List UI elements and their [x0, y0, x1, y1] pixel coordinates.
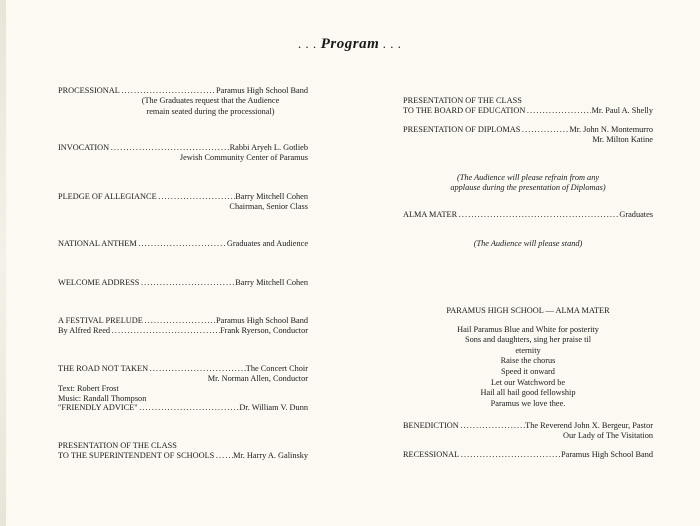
- diplomas-performer: Mr. John N. Montemurro: [569, 125, 653, 134]
- song-line: Hail all hail good fellowship: [480, 388, 576, 398]
- song-line: Sons and daughters, sing her praise til: [464, 335, 592, 345]
- invocation-performer: Rabbi Aryeh L. Gotlieb: [229, 143, 308, 152]
- invocation-label: INVOCATION . . .: [58, 143, 230, 153]
- board-performer: Mr. Paul A. Shelly: [591, 106, 653, 116]
- benediction-performer: The Reverend John X. Bergeur, Pastor: [525, 421, 653, 430]
- diplomas-label: PRESENTATION OF DIPLOMAS . . .: [403, 125, 569, 135]
- anthem-performer: Graduates and Audience: [226, 239, 308, 248]
- road-text-credit: Text: Robert Frost: [58, 383, 119, 393]
- advice-label: "FRIENDLY ADVICE" . . .: [58, 403, 239, 413]
- recessional-label: RECESSIONAL . . .: [403, 450, 561, 460]
- alma-item: [403, 210, 653, 220]
- pledge-label: PLEDGE OF ALLEGIANCE . . .: [58, 192, 235, 202]
- processional-note-2: remain seated during the processional): [146, 106, 275, 116]
- processional-item: [58, 86, 308, 117]
- alma-label: ALMA MATER . . .: [403, 210, 619, 220]
- diplomas-item: [403, 125, 653, 146]
- superintendent-item: [58, 441, 308, 462]
- welcome-label: WELCOME ADDRESS . . .: [58, 278, 235, 288]
- program-right-column: [403, 96, 653, 466]
- superintendent-performer: Mr. Harry A. Galinsky: [233, 451, 308, 461]
- pledge-performer: Barry Mitchell Cohen: [235, 192, 308, 201]
- board-line-1: PRESENTATION OF THE CLASS: [403, 96, 522, 105]
- alma-performer: Graduates: [619, 210, 653, 219]
- superintendent-line-1: PRESENTATION OF THE CLASS: [58, 441, 177, 450]
- prelude-performer: Paramus High School Band: [216, 316, 308, 325]
- advice-item: [58, 403, 308, 413]
- board-item: [403, 96, 653, 117]
- program-left-column: [58, 86, 308, 466]
- advice-performer: Dr. William V. Dunn: [239, 403, 308, 412]
- stand-note: (The Audience will please stand): [473, 239, 583, 248]
- song-line: Speed it onward: [501, 366, 555, 376]
- recessional-performer: Paramus High School Band: [561, 450, 653, 459]
- board-label: TO THE BOARD OF EDUCATION . . .: [403, 106, 591, 116]
- invocation-sub: Jewish Community Center of Paramus: [179, 153, 308, 163]
- prelude-conductor: Frank Ryerson, Conductor: [220, 326, 308, 336]
- applause-note-1: (The Audience will please refrain from any: [456, 173, 600, 182]
- prelude-composer: By Alfred Reed . . .: [58, 326, 220, 336]
- invocation-item: [58, 143, 308, 164]
- alma-mater-lyrics: [403, 306, 653, 409]
- road-music-credit: Music: Randall Thompson: [58, 394, 147, 404]
- processional-label: PROCESSIONAL . . .: [58, 86, 216, 96]
- processional-note-1: (The Graduates request that the Audience: [141, 96, 280, 106]
- welcome-item: [58, 278, 308, 288]
- superintendent-label: TO THE SUPERINTENDENT OF SCHOOLS . . .: [58, 451, 233, 461]
- song-line: eternity: [515, 345, 541, 355]
- recessional-item: [403, 450, 653, 460]
- benediction-item: [403, 421, 653, 442]
- applause-note: [403, 173, 653, 194]
- processional-performer: Paramus High School Band: [216, 86, 308, 95]
- prelude-item: [58, 316, 308, 337]
- applause-note-2: applause during the presentation of Diplomas): [450, 183, 606, 193]
- road-item: [58, 364, 308, 405]
- song-line: Hail Paramus Blue and White for posterity: [457, 324, 599, 334]
- page-edge: [0, 0, 6, 526]
- anthem-item: [58, 239, 308, 249]
- benediction-label: BENEDICTION . . .: [403, 421, 525, 431]
- pledge-sub: Chairman, Senior Class: [229, 202, 308, 212]
- title-suffix: . . .: [379, 36, 402, 51]
- page-title: [0, 36, 700, 53]
- diplomas-sub: Mr. Milton Katine: [592, 135, 653, 145]
- title-prefix: . . .: [298, 36, 321, 51]
- road-label: THE ROAD NOT TAKEN . . .: [58, 364, 246, 374]
- road-performer: The Concert Choir: [245, 364, 308, 373]
- prelude-label: A FESTIVAL PRELUDE . . .: [58, 316, 216, 326]
- song-line: Let our Watchword be: [490, 377, 566, 387]
- song-line: Paramus we love thee.: [490, 398, 566, 408]
- welcome-performer: Barry Mitchell Cohen: [235, 278, 308, 287]
- benediction-sub: Our Lady of The Visitation: [563, 431, 653, 441]
- pledge-item: [58, 192, 308, 213]
- anthem-label: NATIONAL ANTHEM . . .: [58, 239, 227, 249]
- song-line: Raise the chorus: [500, 356, 556, 366]
- song-title: PARAMUS HIGH SCHOOL — ALMA MATER: [446, 306, 610, 315]
- road-conductor: Mr. Norman Allen, Conductor: [207, 374, 308, 384]
- title-text: Program: [320, 36, 380, 52]
